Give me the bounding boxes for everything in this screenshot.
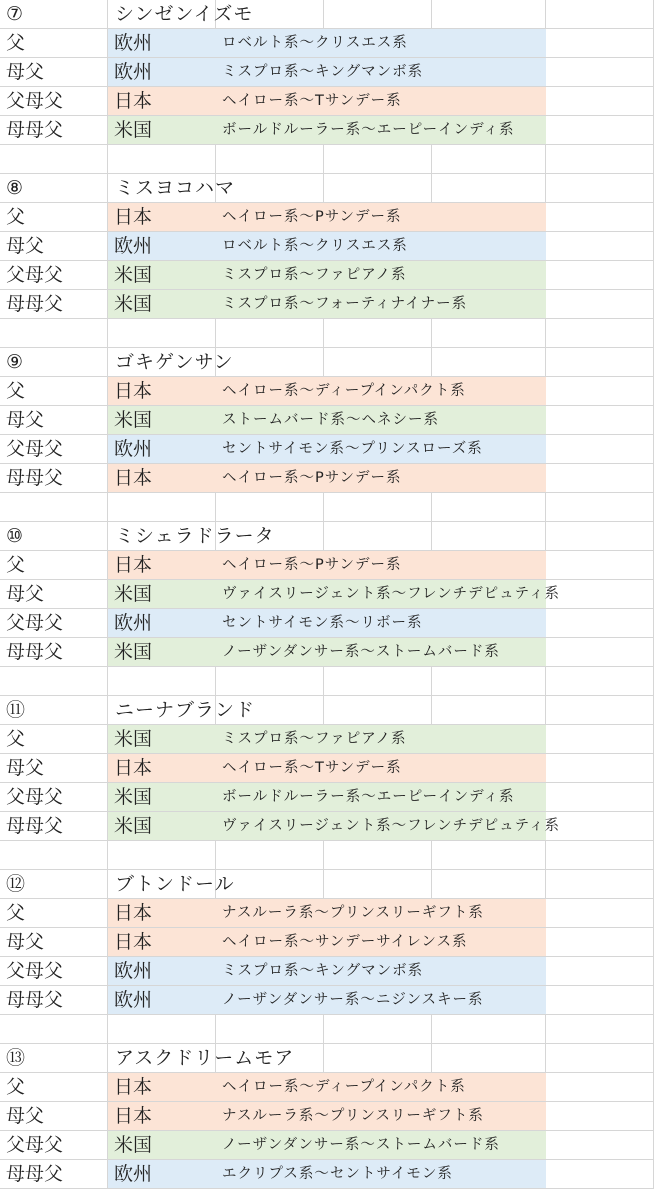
cell[interactable] [546,406,654,435]
cell[interactable] [0,145,108,174]
cell[interactable] [546,174,654,203]
pedigree-row [0,609,654,638]
country-label: 欧州 [114,235,153,257]
cell[interactable] [0,841,108,870]
relation-label: 父 [6,554,26,576]
relation-label: 母母父 [6,293,64,315]
cell[interactable] [324,522,432,551]
relation-label: 父母父 [6,612,64,634]
cell[interactable] [108,841,216,870]
pedigree-row [0,29,654,58]
sire-line-label: ミスプロ系～ファピアノ系 [222,731,407,747]
sire-line-label: ヘイロー系～Pサンデー系 [222,557,402,573]
horse-number: ⑫ [6,873,26,895]
country-label: 日本 [114,554,153,576]
horse-number: ⑧ [6,177,24,199]
cell[interactable] [216,493,324,522]
cell[interactable] [546,783,654,812]
cell[interactable] [546,493,654,522]
horse-number: ⑪ [6,699,26,721]
country-label: 日本 [114,1105,153,1127]
sire-line-label: ヘイロー系～ディープインパクト系 [222,1079,466,1095]
spacer-row [0,667,654,696]
cell[interactable] [546,58,654,87]
cell[interactable] [546,1102,654,1131]
relation-label: 母母父 [6,641,64,663]
cell[interactable] [324,174,432,203]
pedigree-row [0,116,654,145]
pedigree-row [0,638,654,667]
pedigree-row [0,1073,654,1102]
horse-header-row [0,1044,654,1073]
sire-line-label: ナスルーラ系～プリンスリーギフト系 [222,1108,484,1124]
cell[interactable] [108,493,216,522]
sire-line-label: ノーザンダンサー系～ストームバード系 [222,1137,500,1153]
sire-line-label: ストームバード系～ヘネシー系 [222,412,439,428]
cell[interactable] [432,1015,546,1044]
country-label: 日本 [114,90,153,112]
cell[interactable] [324,348,432,377]
horse-name: ブトンドール [115,873,235,895]
country-label: 米国 [114,1134,153,1156]
cell[interactable] [108,319,216,348]
cell[interactable] [546,377,654,406]
pedigree-row [0,203,654,232]
cell[interactable] [0,667,108,696]
pedigree-row [0,986,654,1015]
cell[interactable] [108,667,216,696]
cell[interactable] [432,522,546,551]
cell[interactable] [546,696,654,725]
cell[interactable] [108,1015,216,1044]
pedigree-row [0,957,654,986]
cell[interactable] [324,696,432,725]
country-label: 日本 [114,206,153,228]
sire-line-label: ミスプロ系～フォーティナイナー系 [222,296,468,312]
cell[interactable] [324,493,432,522]
pedigree-row [0,87,654,116]
horse-number: ⑨ [6,351,24,373]
sire-line-label: ヴァイスリージェント系～フレンチデピュティ系 [222,586,561,602]
relation-label: 母父 [6,931,45,953]
horse-name: ミスヨコハマ [115,177,236,199]
cell[interactable] [216,319,324,348]
country-label: 欧州 [114,32,153,54]
cell[interactable] [432,348,546,377]
country-label: 日本 [114,902,153,924]
cell[interactable] [324,0,432,29]
relation-label: 母母父 [6,989,64,1011]
sire-line-label: ボールドルーラー系～エーピーインディ系 [222,789,515,805]
pedigree-row [0,754,654,783]
cell[interactable] [324,667,432,696]
relation-label: 父 [6,32,26,54]
cell[interactable] [0,493,108,522]
cell[interactable] [546,580,654,609]
cell[interactable] [546,754,654,783]
horse-header-row [0,870,654,899]
country-label: 日本 [114,757,153,779]
cell[interactable] [546,812,654,841]
cell[interactable] [546,203,654,232]
country-label: 米国 [114,786,153,808]
relation-label: 父母父 [6,438,64,460]
relation-label: 父 [6,728,26,750]
cell[interactable] [546,232,654,261]
country-label: 欧州 [114,438,153,460]
pedigree-row [0,783,654,812]
cell[interactable] [324,841,432,870]
cell[interactable] [546,899,654,928]
horse-header-row [0,522,654,551]
country-label: 欧州 [114,960,153,982]
cell[interactable] [108,145,216,174]
pedigree-row [0,1131,654,1160]
pedigree-row [0,232,654,261]
cell[interactable] [546,0,654,29]
sire-line-label: ノーザンダンサー系～ニジンスキー系 [222,992,484,1008]
country-label: 日本 [114,931,153,953]
sire-line-label: ヘイロー系～Pサンデー系 [222,470,402,486]
cell[interactable] [216,667,324,696]
cell[interactable] [546,928,654,957]
cell[interactable] [546,638,654,667]
sire-line-label: ナスルーラ系～プリンスリーギフト系 [222,905,484,921]
spacer-row [0,319,654,348]
relation-label: 父 [6,380,26,402]
cell[interactable] [216,1015,324,1044]
country-label: 米国 [114,728,153,750]
cell[interactable] [324,1044,432,1073]
relation-label: 父母父 [6,264,64,286]
relation-label: 母母父 [6,119,64,141]
cell[interactable] [432,174,546,203]
cell[interactable] [546,551,654,580]
pedigree-row [0,725,654,754]
cell[interactable] [546,870,654,899]
relation-label: 母父 [6,409,45,431]
horse-header-row [0,174,654,203]
cell[interactable] [432,1044,546,1073]
cell[interactable] [546,29,654,58]
sire-line-label: ロベルト系～クリスエス系 [222,35,408,51]
cell[interactable] [546,116,654,145]
horse-header-row [0,0,654,29]
cell[interactable] [432,696,546,725]
relation-label: 父 [6,1076,26,1098]
relation-label: 父 [6,902,26,924]
horse-number: ⑬ [6,1047,26,1069]
country-label: 日本 [114,1076,153,1098]
spacer-row [0,841,654,870]
relation-label: 母母父 [6,1163,64,1185]
relation-label: 母父 [6,757,45,779]
relation-label: 父母父 [6,786,64,808]
pedigree-row [0,580,654,609]
country-label: 米国 [114,293,153,315]
relation-label: 母父 [6,583,45,605]
cell[interactable] [432,841,546,870]
country-label: 米国 [114,119,153,141]
relation-label: 父母父 [6,960,64,982]
relation-label: 母父 [6,61,45,83]
country-label: 欧州 [114,989,153,1011]
relation-label: 母父 [6,235,45,257]
cell[interactable] [546,290,654,319]
horse-number: ⑩ [6,525,24,547]
cell[interactable] [432,493,546,522]
cell[interactable] [324,319,432,348]
cell[interactable] [546,348,654,377]
cell[interactable] [324,145,432,174]
sire-line-label: ノーザンダンサー系～ストームバード系 [222,644,500,660]
pedigree-row [0,406,654,435]
cell[interactable] [546,725,654,754]
sire-line-label: ヴァイスリージェント系～フレンチデピュティ系 [222,818,561,834]
relation-label: 父母父 [6,1134,64,1156]
pedigree-row [0,58,654,87]
sire-line-label: ヘイロー系～サンデーサイレンス系 [222,934,468,950]
sire-line-label: ミスプロ系～キングマンボ系 [222,963,424,979]
pedigree-row [0,377,654,406]
cell[interactable] [546,667,654,696]
pedigree-row [0,1160,654,1189]
sire-line-label: エクリプス系～セントサイモン系 [222,1166,453,1182]
cell[interactable] [432,0,546,29]
cell[interactable] [324,1015,432,1044]
cell[interactable] [546,319,654,348]
cell[interactable] [546,1073,654,1102]
country-label: 欧州 [114,612,153,634]
pedigree-row [0,899,654,928]
country-label: 欧州 [114,61,153,83]
horse-header-row [0,348,654,377]
horse-number: ⑦ [6,3,24,25]
country-label: 米国 [114,409,153,431]
relation-label: 母母父 [6,467,64,489]
horse-name: ミシェラドラータ [115,525,275,547]
sire-line-label: ヘイロー系～Tサンデー系 [222,93,402,109]
cell[interactable] [546,1160,654,1189]
cell[interactable] [546,464,654,493]
horse-header-row [0,696,654,725]
pedigree-row [0,551,654,580]
cell[interactable] [546,1131,654,1160]
cell[interactable] [546,261,654,290]
cell[interactable] [546,609,654,638]
cell[interactable] [432,145,546,174]
country-label: 米国 [114,815,153,837]
country-label: 日本 [114,380,153,402]
sire-line-label: ヘイロー系～Tサンデー系 [222,760,402,776]
sire-line-label: ミスプロ系～ファピアノ系 [222,267,407,283]
sire-line-label: セントサイモン系～リボー系 [222,615,423,631]
country-label: 米国 [114,264,153,286]
pedigree-row [0,290,654,319]
sire-line-label: ミスプロ系～キングマンボ系 [222,64,424,80]
sire-line-label: ヘイロー系～Pサンデー系 [222,209,402,225]
cell[interactable] [546,145,654,174]
pedigree-row [0,464,654,493]
cell[interactable] [546,435,654,464]
sire-line-label: ロベルト系～クリスエス系 [222,238,408,254]
spacer-row [0,145,654,174]
cell[interactable] [432,667,546,696]
sire-line-label: セントサイモン系～プリンスローズ系 [222,441,483,457]
horse-name: シンゼンイズモ [115,3,254,25]
country-label: 米国 [114,583,153,605]
horse-name: ニーナブランド [115,699,256,721]
cell[interactable] [216,145,324,174]
pedigree-row [0,928,654,957]
country-label: 日本 [114,467,153,489]
pedigree-row [0,812,654,841]
cell[interactable] [432,319,546,348]
cell[interactable] [432,870,546,899]
cell[interactable] [0,1015,108,1044]
relation-label: 父 [6,206,26,228]
sire-line-label: ヘイロー系～ディープインパクト系 [222,383,466,399]
relation-label: 母父 [6,1105,45,1127]
cell[interactable] [546,841,654,870]
relation-label: 父母父 [6,90,64,112]
cell[interactable] [0,319,108,348]
pedigree-row [0,1102,654,1131]
cell[interactable] [546,957,654,986]
pedigree-row [0,435,654,464]
cell[interactable] [546,87,654,116]
cell[interactable] [546,1044,654,1073]
cell[interactable] [546,522,654,551]
pedigree-row [0,261,654,290]
country-label: 欧州 [114,1163,153,1185]
cell[interactable] [216,841,324,870]
horse-name: ゴキゲンサン [115,351,234,373]
cell[interactable] [324,870,432,899]
country-label: 米国 [114,641,153,663]
cell[interactable] [546,1015,654,1044]
cell[interactable] [546,986,654,1015]
horse-name: アスクドリームモア [115,1047,295,1069]
sire-line-label: ボールドルーラー系～エーピーインディ系 [222,122,515,138]
spacer-row [0,493,654,522]
spacer-row [0,1015,654,1044]
relation-label: 母母父 [6,815,64,837]
